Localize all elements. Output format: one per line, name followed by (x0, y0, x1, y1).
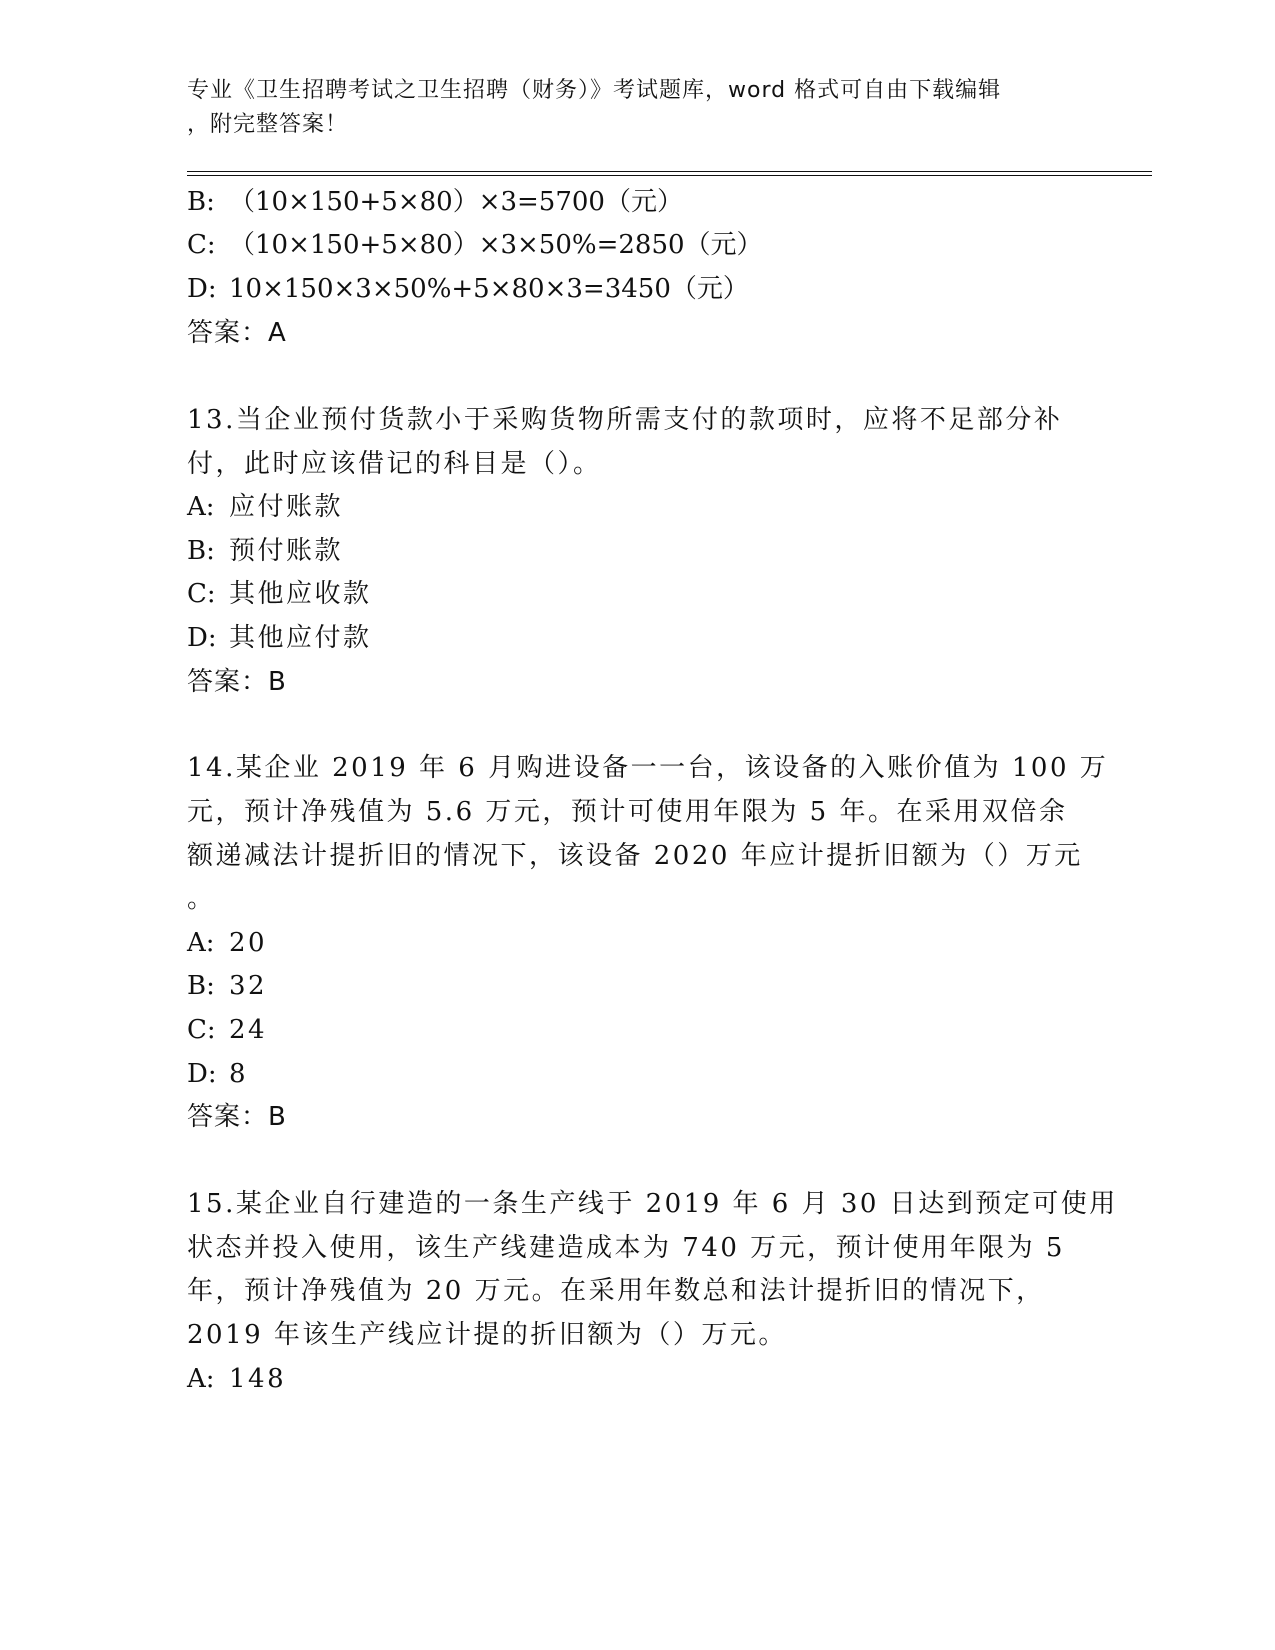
q12-answer: 答案：A (187, 318, 287, 348)
q14-stem-line-1: 14.某企业 2019 年 6 月购进设备一一台，该设备的入账价值为 100 万 (187, 753, 1109, 783)
q14-option-c (187, 1014, 267, 1046)
q15-stem-line-4: 2019 年该生产线应计提的折旧额为（）万元。 (187, 1320, 787, 1350)
option-label: C: (187, 579, 216, 609)
option-label: A: (187, 928, 215, 958)
option-text: （10×150+5×80）×3×50%=2850（元） (229, 230, 763, 260)
q13-option-c (187, 578, 372, 610)
option-label: B: (187, 536, 215, 566)
q15-stem-line-3: 年，预计净残值为 20 万元。在采用年数总和法计提折旧的情况下， (187, 1276, 1045, 1306)
q15-stem-line-2: 状态并投入使用，该生产线建造成本为 740 万元，预计使用年限为 5 (187, 1233, 1065, 1263)
option-text: 32 (229, 971, 268, 1001)
option-text: 24 (229, 1015, 268, 1045)
q15-stem-line-1: 15.某企业自行建造的一条生产线于 2019 年 6 月 30 日达到预定可使用 (187, 1189, 1118, 1219)
option-text: 8 (229, 1059, 249, 1089)
q14-option-d (187, 1058, 248, 1090)
q13-option-b (187, 535, 343, 567)
q14-stem-line-2: 元，预计净残值为 5.6 万元，预计可使用年限为 5 年。在采用双倍余 (187, 797, 1068, 827)
option-label: D: (187, 623, 217, 653)
option-text: 148 (229, 1364, 287, 1394)
header-divider-top (187, 171, 1152, 172)
header-line-2: ，附完整答案！ (187, 112, 349, 137)
option-label: C: (187, 1015, 216, 1045)
option-text: 20 (229, 928, 268, 958)
q13-stem-line-2: 付，此时应该借记的科目是（）。 (187, 449, 602, 479)
q14-answer: 答案：B (187, 1102, 287, 1132)
q15-option-a (187, 1363, 286, 1395)
option-text: 应付账款 (229, 492, 344, 522)
header-line-1: 专业《卫生招聘考试之卫生招聘（财务）》考试题库，word 格式可自由下载编辑 (187, 78, 1002, 103)
option-text: 其他应收款 (229, 579, 372, 609)
q13-stem-line-1: 13.当企业预付货款小于采购货物所需支付的款项时，应将不足部分补 (187, 405, 1063, 435)
option-text: 其他应付款 (229, 623, 372, 653)
q12-option-c (187, 229, 763, 261)
q12-option-b (187, 186, 683, 218)
option-text: （10×150+5×80）×3=5700（元） (229, 187, 683, 217)
header-divider-bottom (187, 175, 1152, 176)
option-label: D: (187, 1059, 217, 1089)
option-text: 预付账款 (229, 536, 344, 566)
option-label: D: (187, 274, 217, 304)
option-label: A: (187, 492, 215, 522)
q13-answer: 答案：B (187, 667, 287, 697)
option-label: B: (187, 187, 215, 217)
q14-option-a (187, 927, 267, 959)
q14-stem-line-4: 。 (187, 884, 216, 914)
option-label: B: (187, 971, 215, 1001)
q13-option-a (187, 491, 343, 523)
option-label: C: (187, 230, 216, 260)
q13-option-d (187, 622, 372, 654)
option-label: A: (187, 1364, 215, 1394)
q12-option-d (187, 273, 749, 305)
q14-option-b (187, 970, 267, 1002)
option-text: 10×150×3×50%+5×80×3=3450（元） (229, 274, 749, 304)
document-header (187, 74, 1067, 142)
q14-stem-line-3: 额递减法计提折旧的情况下，该设备 2020 年应计提折旧额为（）万元 (187, 841, 1083, 871)
